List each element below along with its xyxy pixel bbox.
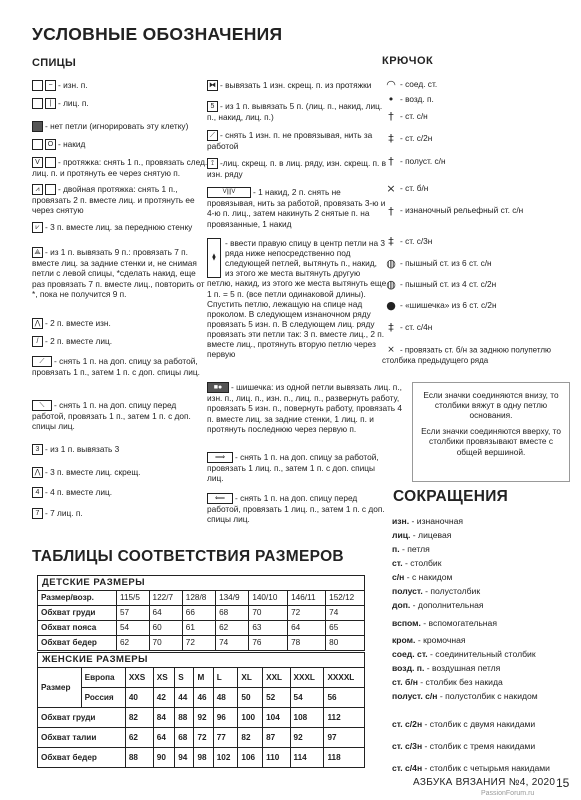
crochet-symbol-entry: ‡ - ст. с/3н [382,235,572,248]
single-crochet-icon: × [386,182,396,195]
page-number: 15 [556,776,570,790]
knit-symbol-entry: ⟋ - снять 1 п. на доп. спицу за работой, провязать 1 п., затем 1 п. с доп. спицы лиц. [32,356,200,378]
knit-symbol-entry: V|||V - 1 накид, 2 п. снять не провязывая, нить за работой, провязать 3-ю и 4-ю п. лиц., затем накинуть 2 снятые п. на провязанные, 1 накид [207,187,386,229]
abbr-item: ст. с/2н - столбик с двумя накидами [392,719,536,729]
crochet-symbol-entry: ⨯ - провязать ст. б/н за заднюю полупетлю столбика предыдущего ряда [382,345,551,365]
crochet-symbol-entry: ◠ - соед. ст. [382,78,572,91]
no-stitch-icon [32,121,43,132]
knit-symbol-entry: V - протяжка: снять 1 п., провязать след. лиц. п. и протянуть ее через снятую п. [32,157,208,179]
knit-symbol-entry: - нет петли (игнорировать эту клетку) [32,121,210,132]
purl-tbl-from-slip-icon: ⧓ [209,82,216,90]
crochet-symbol-entry: † - ст. с/н [382,110,572,123]
knit-heading: СПИЦЫ [32,57,77,69]
bobble-icon: ● [386,299,396,312]
knit-symbol-entry: ⟹ - снять 1 п. на доп. спицу за работой, провязать 1 лиц. п., затем 1 п. с доп. спицы лиц. [207,452,379,484]
abbr-item: возд. п. - воздушная петля [392,663,501,673]
abbr-item: соед. ст. - соединительный столбик [392,649,536,659]
back-loop-sc-icon: ⨯ [387,345,395,355]
crochet-symbol-entry: • - возд. п. [382,93,572,106]
double-treble-icon: ‡ [388,235,394,248]
abbr-item: с/н - с накидом [392,572,453,582]
knit-symbol-entry: ⟁ - из 1 п. вывязать 9 п.: провязать 7 п. вместе лиц. за задние стенки и, не снимая петли с левой спицы, *сделать накид, еще раз провязать 7 п. вместе лиц., повторить от *, пока не получится 9 п. [32,247,205,299]
knit-symbol-entry: ⧓ - вывязать 1 изн. скрещ. п. из протяжки [209,80,372,90]
table-header-row: Размер/возр. 115/5 122/7 128/8 134/9 140/10 146/11 152/12 [38,591,365,606]
knit-symbol-entry: O - накид [32,139,210,150]
crochet-symbol-entry: ● - «шишечка» из 6 ст. с/2н [382,299,572,312]
cable-back-knit-icon: ⟹ [207,452,233,463]
knit-symbol-entry: ⩘ - двойная протяжка: снять 1 п., провязать 2 п. вместе лиц. и протянуть ее через снятую [32,184,195,216]
double-slip-pass-icon: ⩘ [32,184,43,195]
treble-crochet-icon: ‡ [388,132,394,145]
crochet-symbol-entry: ‡ - ст. с/4н [382,321,572,334]
table-row: Обхват груди 57 64 66 68 70 72 74 [38,606,365,621]
magazine-footer: АЗБУКА ВЯЗАНИЯ №4, 2020 [413,777,556,788]
knit-symbol-entry: ⟟ -лиц. скрещ. п. в лиц. ряду, изн. скрещ. п. в изн. ряду [207,158,387,180]
crochet-symbol-entry: ◍ - пышный ст. из 4 ст. с/2н [382,278,572,291]
crochet-symbol-entry: † - полуст. с/н [382,155,572,168]
seven-knit-icon: 7 [32,508,43,519]
knit-symbol-entry: 4 - 4 п. вместе лиц. [32,487,210,498]
abbr-item: п. - петля [392,544,430,554]
table-header-row: Размер Европа XXS XS S M L XL XXL XXXL XXXXL [38,668,365,688]
table-row: Обхват бедер 62 70 72 74 76 78 80 [38,636,365,651]
elongated-cluster-icon: ⧫ [207,238,221,278]
knit-symbol-entry: ⋀ - 2 п. вместе изн. [32,318,210,329]
table-row: Обхват талии 62 64 68 72 77 82 87 92 97 [38,728,365,748]
crochet-symbol-entry: † - изнаночный рельефный ст. с/н [382,205,572,218]
table-header-row: Россия 40 42 44 46 48 50 52 54 56 [38,688,365,708]
knit-symbol-entry: ⧫ - ввести правую спицу в центр петли на 3 ряда ниже непосредственно под следующей петлей, вытянуть п., накид, из этого же места вытянуть другую петлю, накид, из этого же места вытянуть еще 1 п. = 5 п. (все петли одинаковой длины). Спустить петлю, лежащую на спице над проколом. В следующем изнаночном ряду провязать 5 изн. п. В следующем лиц. ряду провязать эти петли так: 3 п. вместе лиц., 2 п. вместе лиц., протянуть вторую петлю через первую [207,238,387,360]
abbr-item: лиц. - лицевая [392,530,452,540]
cable-left-icon: ⟍ [32,400,52,411]
abbr-item: доп. - дополнительная [392,600,484,610]
slip-pass-icon: V [32,157,43,168]
half-double-icon: † [388,155,394,168]
crochet-symbol-entry: × - ст. б/н [382,182,572,195]
abbr-item: изн. - изнаночная [392,516,464,526]
abbr-item: ст. с/4н - столбик с четырьмя накидами [392,763,550,773]
women-size-table [37,652,365,768]
abbr-heading: СОКРАЩЕНИЯ [393,488,509,505]
knit-symbol-entry: / - 2 п. вместе лиц. [32,336,210,347]
crochet-symbol-entry: ‡ - ст. с/2н [382,132,572,145]
abbr-item: полуст. с/н - полустолбик с накидом [392,691,538,701]
slip-stitch-icon: ◠ [386,78,396,91]
table-row: Обхват груди 82 84 88 92 96 100 104 108 112 [38,708,365,728]
knit-symbol-entry: 7 - 7 лиц. п. [32,508,210,519]
k2tog-icon: / [32,336,43,347]
crossed-slip-icon: V|||V [207,187,251,198]
note-box [412,382,570,482]
chain-icon: • [387,93,395,106]
knit-symbol-entry: | - лиц. п. [32,98,210,109]
knit-symbol-entry: ⩗ - 3 п. вместе лиц. за переднюю стенку [32,222,210,233]
crochet-heading: КРЮЧОК [382,55,434,67]
note-text: Если значки соединяются внизу, то столбики вяжут в одну петлю основания. [423,390,559,421]
puff-stitch-six-icon: ◍ [386,257,396,270]
abbr-item: вспом. - вспомогательная [392,618,497,628]
k3tog-tbl-icon: ⋀ [32,467,43,478]
knit-symbol-entry: ⋀ - 3 п. вместе лиц. скрещ. [32,467,210,478]
triple-treble-icon: ‡ [388,321,394,334]
puff-stitch-four-icon: ◍ [386,278,396,291]
purl-icon: − [45,80,56,91]
knit-symbol-entry: − - изн. п. [32,80,210,91]
knit-icon: | [45,98,56,109]
slip-purlwise-icon: ⟋ [207,130,218,141]
cable-right-icon: ⟋ [32,356,52,367]
abbr-item: ст. - столбик [392,558,442,568]
knit-symbol-entry: ⟸ - снять 1 п. на доп. спицу перед работой, провязать 1 лиц. п., затем 1 п. с доп. спицы лиц. [207,493,385,525]
abbr-item: ст. с/3н - столбик с тремя накидами [392,741,536,751]
abbr-item: кром. - кромочная [392,635,466,645]
twisted-stitch-icon: ⟟ [207,158,218,169]
knit-symbol-entry: ⟍ - снять 1 п. на доп. спицу перед работой, провязать 1 п., затем 1 п. с доп. спицы лиц. [32,400,191,432]
table-row: Обхват бедер 88 90 94 98 102 106 110 114 118 [38,748,365,768]
double-crochet-icon: † [388,110,394,123]
knit-symbol-entry: 3 - из 1 п. вывязать 3 [32,444,210,455]
tables-heading: ТАБЛИЦЫ СООТВЕТСТВИЯ РАЗМЕРОВ [32,548,344,565]
abbr-item: ст. б/н - столбик без накида [392,677,503,687]
make-five-icon: 5 [207,101,218,112]
note-text: Если значки соединяются вверху, то столбики провязывают вместе с общей вершиной. [421,426,561,457]
kids-size-table [37,575,365,651]
k3tog-front-icon: ⩗ [32,222,43,233]
table-caption: ЖЕНСКИЕ РАЗМЕРЫ [38,653,365,668]
p2tog-icon: ⋀ [32,318,43,329]
knit-symbol-entry: ■● - шишечка: из одной петли вывязать лиц. п., изн. п., лиц. п., изн. п., лиц. п., развернуть работу, провязать 5 изн. п., повернуть работу, провязать 4 п. вместе лиц. за задние стенки, 1 лиц. п. и протянуть последнюю через первую п. [207,382,403,434]
bobble-icon: ■● [207,382,229,393]
page-title: УСЛОВНЫЕ ОБОЗНАЧЕНИЯ [32,24,283,44]
k4tog-icon: 4 [32,487,43,498]
back-post-dc-icon: † [388,205,394,218]
table-caption: ДЕТСКИЕ РАЗМЕРЫ [38,576,365,591]
yarn-over-icon: O [45,139,56,150]
abbr-item: полуст. - полустолбик [392,586,481,596]
watermark: PassionForum.ru [481,790,535,797]
knit-symbol-entry: 5 - из 1 п. вывязать 5 п. (лиц. п., накид, лиц. п., накид, лиц. п.) [207,101,383,123]
crochet-symbol-entry: ◍ - пышный ст. из 6 ст. с/н [382,257,572,270]
make-nine-icon: ⟁ [32,247,43,258]
cable-front-knit-icon: ⟸ [207,493,233,504]
make-three-icon: 3 [32,444,43,455]
table-row: Обхват пояса 54 60 61 62 63 64 65 [38,621,365,636]
knit-symbol-entry: ⟋ - снять 1 изн. п. не провязывая, нить за работой [207,130,373,152]
